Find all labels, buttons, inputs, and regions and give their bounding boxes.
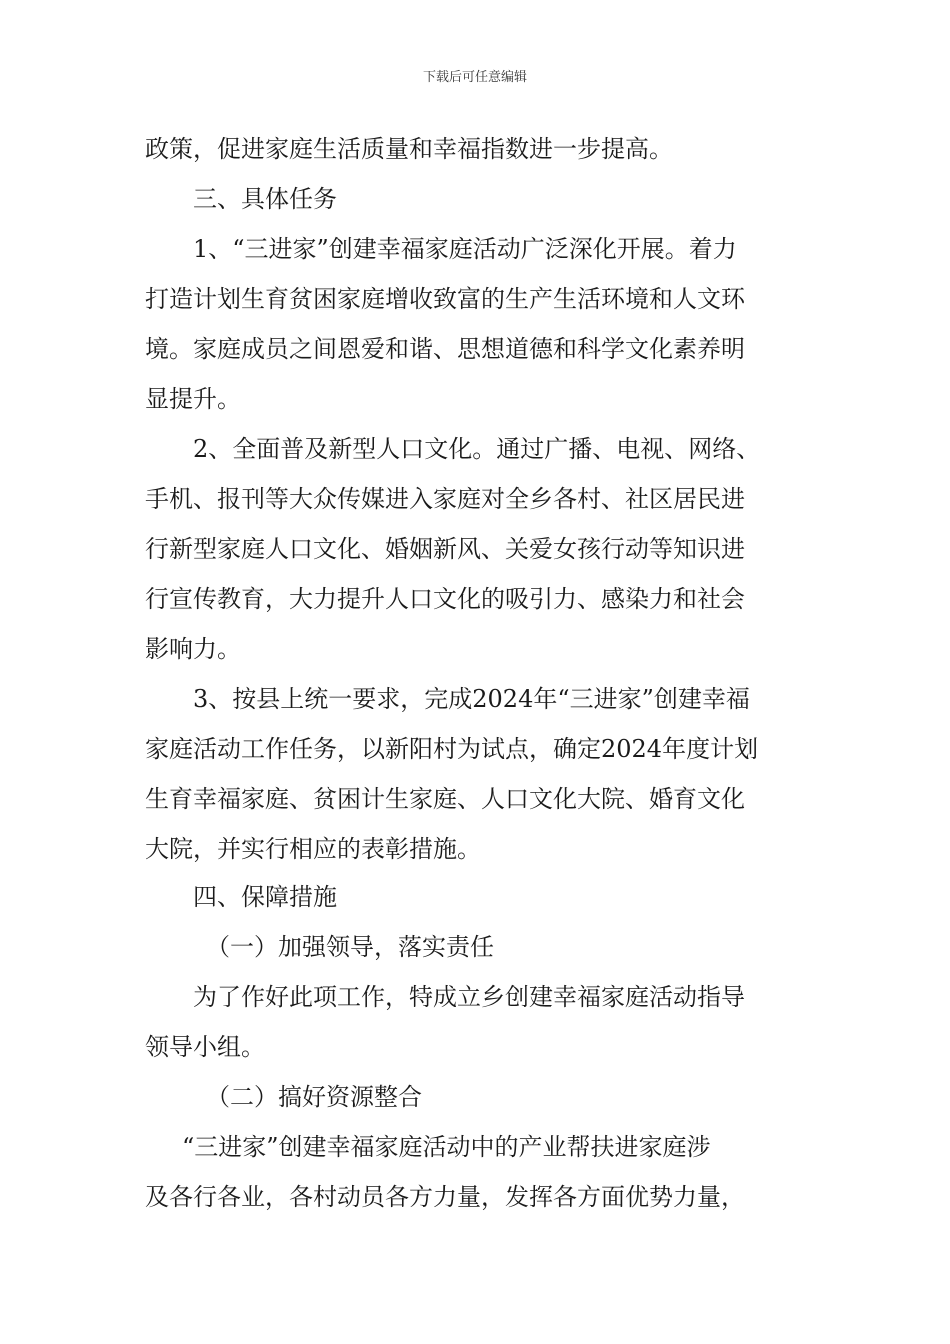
text-line: 影响力。 (145, 635, 241, 663)
text-line: 3、按县上统一要求，完成2024年“三进家”创建幸福 (193, 685, 750, 713)
text-line: 手机、报刊等大众传媒进入家庭对全乡各村、社区居民进 (145, 485, 745, 513)
text-line: 显提升。 (145, 385, 241, 413)
text-line: “三进家”创建幸福家庭活动中的产业帮扶进家庭涉 (182, 1133, 711, 1161)
text-line: 行新型家庭人口文化、婚姻新风、关爱女孩行动等知识进 (145, 535, 745, 563)
text-line: 及各行各业，各村动员各方力量，发挥各方面优势力量， (145, 1183, 745, 1211)
text-line: 1、“三进家”创建幸福家庭活动广泛深化开展。着力 (193, 235, 737, 263)
text-line: 为了作好此项工作，特成立乡创建幸福家庭活动指导 (193, 983, 745, 1011)
text-line: 生育幸福家庭、贫困计生家庭、人口文化大院、婚育文化 (145, 785, 745, 813)
text-line: 境。家庭成员之间恩爱和谐、思想道德和科学文化素养明 (145, 335, 745, 363)
text-line: 2、全面普及新型人口文化。通过广播、电视、网络、 (193, 435, 761, 463)
page-header: 下载后可任意编辑 (422, 70, 527, 85)
text-line: 行宣传教育，大力提升人口文化的吸引力、感染力和社会 (145, 585, 745, 613)
text-line: 大院，并实行相应的表彰措施。 (145, 835, 481, 863)
text-line: 政策，促进家庭生活质量和幸福指数进一步提高。 (145, 135, 673, 163)
text-line: 打造计划生育贫困家庭增收致富的生产生活环境和人文环 (145, 285, 745, 313)
text-line: 领导小组。 (145, 1033, 265, 1061)
subsection-heading: （一）加强领导，落实责任 (206, 933, 494, 961)
section-heading: 三、具体任务 (193, 185, 337, 213)
section-heading: 四、保障措施 (193, 883, 337, 911)
subsection-heading: （二）搞好资源整合 (206, 1083, 422, 1111)
text-line: 家庭活动工作任务，以新阳村为试点，确定2024年度计划 (145, 735, 759, 763)
